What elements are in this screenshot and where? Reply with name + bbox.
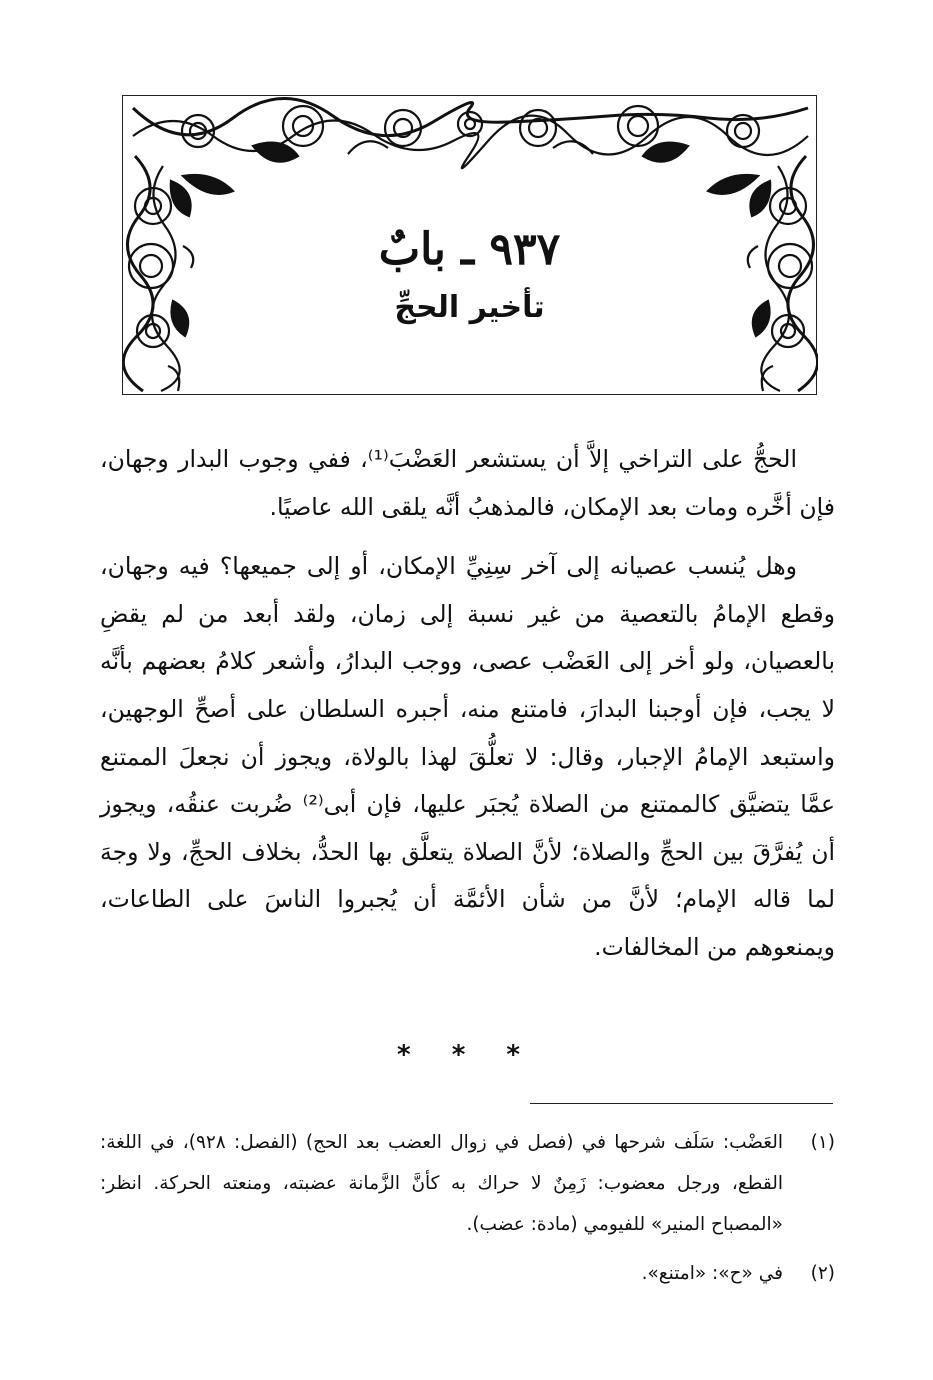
footnote: [100, 1122, 835, 1245]
footnote-text: العَضْب: سَلَف شرحها في (فصل في زوال العضب بعد الحج) (الفصل: ٩٢٨)، في اللغة: القطع، ورجل معضوب: زَمِنٌ لا حراك به كأنَّ الزَّمانة عضبته، ومنعته الحركة. انظر: «المصباح المنير» للفيومي (مادة: عضب).: [100, 1132, 783, 1235]
chapter-title: ٩٣٧ ـ بابٌ: [378, 224, 561, 275]
footnote: [100, 1253, 835, 1294]
footnote-divider: [530, 1103, 833, 1104]
section-separator: * * *: [397, 1040, 536, 1070]
paragraph: وهل يُنسب عصيانه إلى آخر سِنِيِّ الإمكان، أو إلى جميعها؟ فيه وجهان، وقطع الإمامُ بالتعصية من غير نسبة إلى زمان، ولقد أبعد من لم يقضِ بالعصيان، ولو أخر إلى العَضْب عصى، ووجب البدارُ، وأشعر كلامُ بعضهم بأنَّه لا يجب، فإن أوجبنا البدارَ، فامتنع منه، أجبره السلطان على أصحِّ الوجهين، واستبعد الإمامُ الإجبار، وقال: لا تعلُّقَ لهذا بالولاة، ويجوز أن نجعلَ الممتنع عمَّا يتضيَّق كالممتنع من الصلاة يُجبَر عليها، فإن أبى⁽²⁾ ضُربت عنقُه، ويجوز أن يُفرَّقَ بين الحجِّ والصلاة؛ لأنَّ الصلاة يتعلَّق بها الحدُّ، بخلاف الحجِّ، ولا وجهَ لما قاله الإمام؛ لأنَّ من شأن الأئمَّة أن يُجبروا الناسَ على الطاعات، ويمنعوهم من المخالفات.: [100, 552, 835, 961]
paragraph: الحجُّ على التراخي إلاَّ أن يستشعر العَضْبَ⁽¹⁾، ففي وجوب البدار وجهان، فإن أخَّره ومات بعد الإمكان، فالمذهبُ أنَّه يلقى الله عاصيًا.: [100, 445, 835, 521]
footnote-number: (٢): [810, 1263, 835, 1284]
footnote-text: في «ح»: «امتنع».: [641, 1263, 783, 1284]
footnotes: [100, 1122, 835, 1294]
footnote-number: (١): [810, 1132, 835, 1153]
chapter-subtitle: تأخير الحجِّ: [394, 290, 545, 325]
main-text: [100, 436, 835, 972]
chapter-heading: [122, 220, 817, 330]
